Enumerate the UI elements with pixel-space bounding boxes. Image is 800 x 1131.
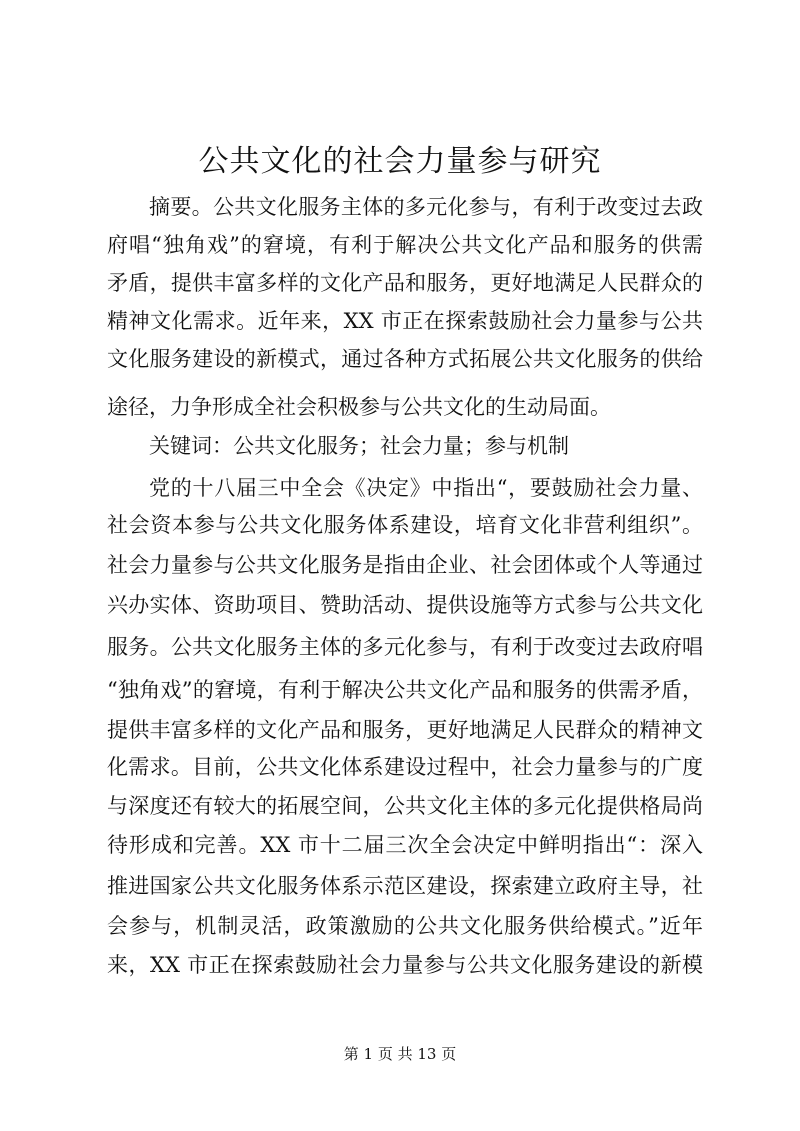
text-line: 与深度还有较大的拓展空间，公共文化主体的多元化提供格局尚: [107, 794, 703, 818]
keywords-line: 关键词：公共文化服务；社会力量；参与机制: [149, 434, 569, 458]
text-line: 待形成和完善。XX 市十二届三次全会决定中鲜明指出“：深入: [107, 833, 703, 857]
text-line: 社会力量参与公共文化服务是指由企业、社会团体或个人等通过: [107, 553, 703, 577]
text-line: 府唱“独角戏”的窘境，有利于解决公共文化产品和服务的供需: [107, 233, 703, 257]
document-title: 公共文化的社会力量参与研究: [198, 144, 602, 179]
text-line: 会参与，机制灵活，政策激励的公共文化服务供给模式。”近年: [107, 914, 703, 938]
text-line: “独角戏”的窘境，有利于解决公共文化产品和服务的供需矛盾，: [107, 678, 703, 702]
text-line: 党的十八届三中全会《决定》中指出“，要鼓励社会力量、: [149, 476, 703, 500]
text-line: 服务。公共文化服务主体的多元化参与，有利于改变过去政府唱: [107, 635, 703, 659]
text-line: 来，XX 市正在探索鼓励社会力量参与公共文化服务建设的新模: [107, 953, 703, 977]
text-line: 兴办实体、资助项目、赞助活动、提供设施等方式参与公共文化: [107, 593, 703, 617]
text-line: 摘要。公共文化服务主体的多元化参与，有利于改变过去政: [149, 195, 703, 219]
text-line: 精神文化需求。近年来，XX 市正在探索鼓励社会力量参与公共: [107, 309, 703, 333]
text-line: 社会资本参与公共文化服务体系建设，培育文化非营利组织”。: [107, 513, 703, 537]
text-line: 文化服务建设的新模式，通过各种方式拓展公共文化服务的供给: [107, 347, 703, 371]
text-line: 矛盾，提供丰富多样的文化产品和服务，更好地满足人民群众的: [107, 271, 703, 295]
text-line: 提供丰富多样的文化产品和服务，更好地满足人民群众的精神文: [107, 718, 703, 742]
text-line: 化需求。目前，公共文化体系建设过程中，社会力量参与的广度: [107, 755, 703, 779]
page-number-footer: 第 1 页 共 13 页: [343, 1045, 457, 1063]
text-line: 途径，力争形成全社会积极参与公共文化的生动局面。: [107, 395, 611, 419]
text-line: 推进国家公共文化服务体系示范区建设，探索建立政府主导，社: [107, 874, 703, 898]
